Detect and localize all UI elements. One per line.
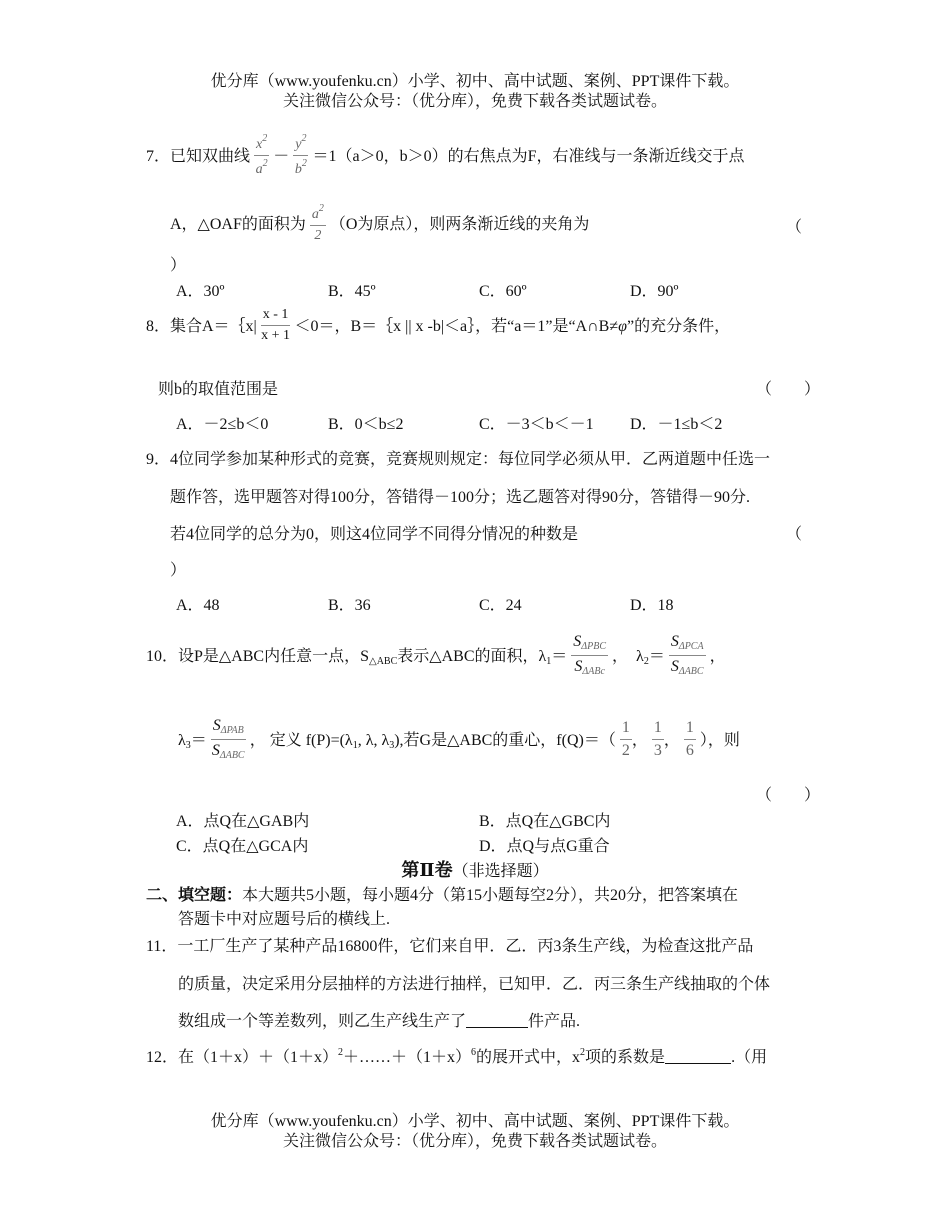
- header-line-1: 优分库（www.youfenku.cn）小学、初中、高中试题、案例、PPT课件下载。: [210, 73, 740, 90]
- option-7c: C．60º: [479, 283, 527, 300]
- question-9-line-1: 9．4位同学参加某种形式的竞赛，竞赛规则规定：每位同学必须从甲．乙两道题中任选一: [146, 451, 771, 468]
- question-8-line-1: 8．集合A＝｛x| $\frac{x - 1}{x + 1}$ ＜0＝，B＝｛x || x -b|＜a｝，若“a＝1”是“A∩B≠φ”的充分条件，: [146, 307, 731, 343]
- option-7d: D．90º: [630, 283, 679, 300]
- question-7-line-1: 7．已知双曲线 $\frac{x^2}{a^2}$ － $\frac{y^2}{b^2}$ ＝1（a＞0，b＞0）的右焦点为F，右准线与一条渐近线交于点: [146, 133, 745, 177]
- fraction-y2-b2: $\frac{y^2}{b^2}$: [294, 133, 307, 177]
- option-7a: A．30º: [176, 283, 225, 300]
- question-7-paren-open: （: [786, 219, 803, 236]
- fraction-a2-over-2: $\frac{a^2}{2}$: [311, 203, 324, 243]
- question-7-paren-close: ）: [170, 257, 187, 274]
- answer-blank-11[interactable]: [466, 1013, 528, 1028]
- section-2-line-2: 答题卡中对应题号后的横线上.: [178, 911, 391, 928]
- header-line-2: 关注微信公众号：（优分库），免费下载各类试题试卷。: [282, 93, 667, 110]
- question-12-line-1: 12．在$(1+x)+(1+x)^2+\dots\dots+(1+x)^6$的展开式中，$x^2$项的系数是 .（用: [146, 1047, 768, 1066]
- question-9-line-2: 题作答，选甲题答对得100分，答错得－100分；选乙题答对得90分，答错得－90分.: [170, 489, 751, 506]
- fraction-one-third: $\frac{1}{3}$: [653, 719, 662, 759]
- fraction-one-half: $\frac{1}{2}$: [621, 719, 630, 759]
- option-8d: D．－1≤b＜2: [630, 416, 723, 433]
- answer-blank-12[interactable]: [665, 1049, 731, 1064]
- question-9-paren-close: ）: [170, 562, 187, 579]
- fraction-lambda3: $\frac{S_{\Delta PAB}}{S_{\Delta ABC}}$: [211, 717, 245, 761]
- question-11-line-2: 的质量，决定采用分层抽样的方法进行抽样，已知甲．乙．丙三条生产线抽取的个体: [178, 976, 771, 993]
- footer-line-1: 优分库（www.youfenku.cn）小学、初中、高中试题、案例、PPT课件下载。: [210, 1113, 740, 1130]
- fraction-one-sixth: $\frac{1}{6}$: [685, 719, 694, 759]
- fraction-lambda2: $\frac{S_{\Delta PCA}}{S_{\Delta ABC}}$: [670, 633, 704, 677]
- section-2-line-1: 二、填空题：本大题共5小题，每小题4分（第15小题每空2分），共20分，把答案填在: [146, 887, 739, 904]
- option-10d: D．点Q与点G重合: [479, 838, 610, 855]
- option-10b: B．点Q在△GBC内: [479, 813, 611, 830]
- option-8a: A．－2≤b＜0: [176, 416, 269, 433]
- question-10-line-2: $\lambda_3=$ $\frac{S_{\Delta PAB}}{S_{\Delta ABC}}$ ， 定义 $f(P)=(\lambda_1$, λ, $\lambda_3$),若G是△ABC的重心，f(Q)＝（ $\frac{1}{2}$ ， $\frac{1}{3}$ ， $\frac{1}{6}$ ），则: [178, 717, 740, 761]
- question-9-paren-open: （: [786, 526, 803, 543]
- option-9d: D．18: [630, 597, 674, 614]
- option-9a: A．48: [176, 597, 220, 614]
- question-10-line-1: 10．设P是△ABC内任意一点，$S_{\triangle ABC}$表示△ABC的面积，$\lambda_1=$ $\frac{S_{\Delta PBC}}{S_{\Delta ABc}}$ ， $\lambda_2=$ $\frac{S_{\Delta PCA}}{S_{\Delta ABC}}$ ，: [146, 633, 726, 677]
- question-8-paren: （ ）: [756, 381, 821, 398]
- fraction-x-1-over-x-plus-1: $\frac{x - 1}{x + 1}$: [261, 307, 291, 343]
- question-11-line-1: 11．一工厂生产了某种产品16800件，它们来自甲．乙．丙3条生产线，为检查这批产品: [146, 938, 754, 955]
- fraction-x2-a2: $\frac{x^2}{a^2}$: [255, 133, 268, 177]
- option-9c: C．24: [479, 597, 522, 614]
- option-10a: A．点Q在△GAB内: [176, 813, 310, 830]
- question-10-paren: （ ）: [756, 787, 821, 804]
- question-11-line-3: 数组成一个等差数列，则乙生产线生产了 件产品.: [178, 1013, 581, 1030]
- question-8-line-2: 则b的取值范围是: [158, 381, 279, 398]
- option-8b: B．0＜b≤2: [328, 416, 404, 433]
- question-7-line-2: A，△OAF的面积为 $\frac{a^2}{2}$ （O为原点），则两条渐近线的夹角为: [170, 203, 590, 243]
- option-8c: C．－3＜b＜－1: [479, 416, 594, 433]
- option-9b: B．36: [328, 597, 371, 614]
- question-9-line-3: 若4位同学的总分为0，则这4位同学不同得分情况的种数是: [170, 526, 579, 543]
- fraction-lambda1: $\frac{S_{\Delta PBC}}{S_{\Delta ABc}}$: [573, 633, 607, 677]
- option-10c: C．点Q在△GCA内: [176, 838, 309, 855]
- footer-line-2: 关注微信公众号：（优分库），免费下载各类试题试卷。: [282, 1133, 667, 1150]
- option-7b: B．45º: [328, 283, 376, 300]
- part-2-title: 第Ⅱ卷（非选择题）: [401, 860, 549, 880]
